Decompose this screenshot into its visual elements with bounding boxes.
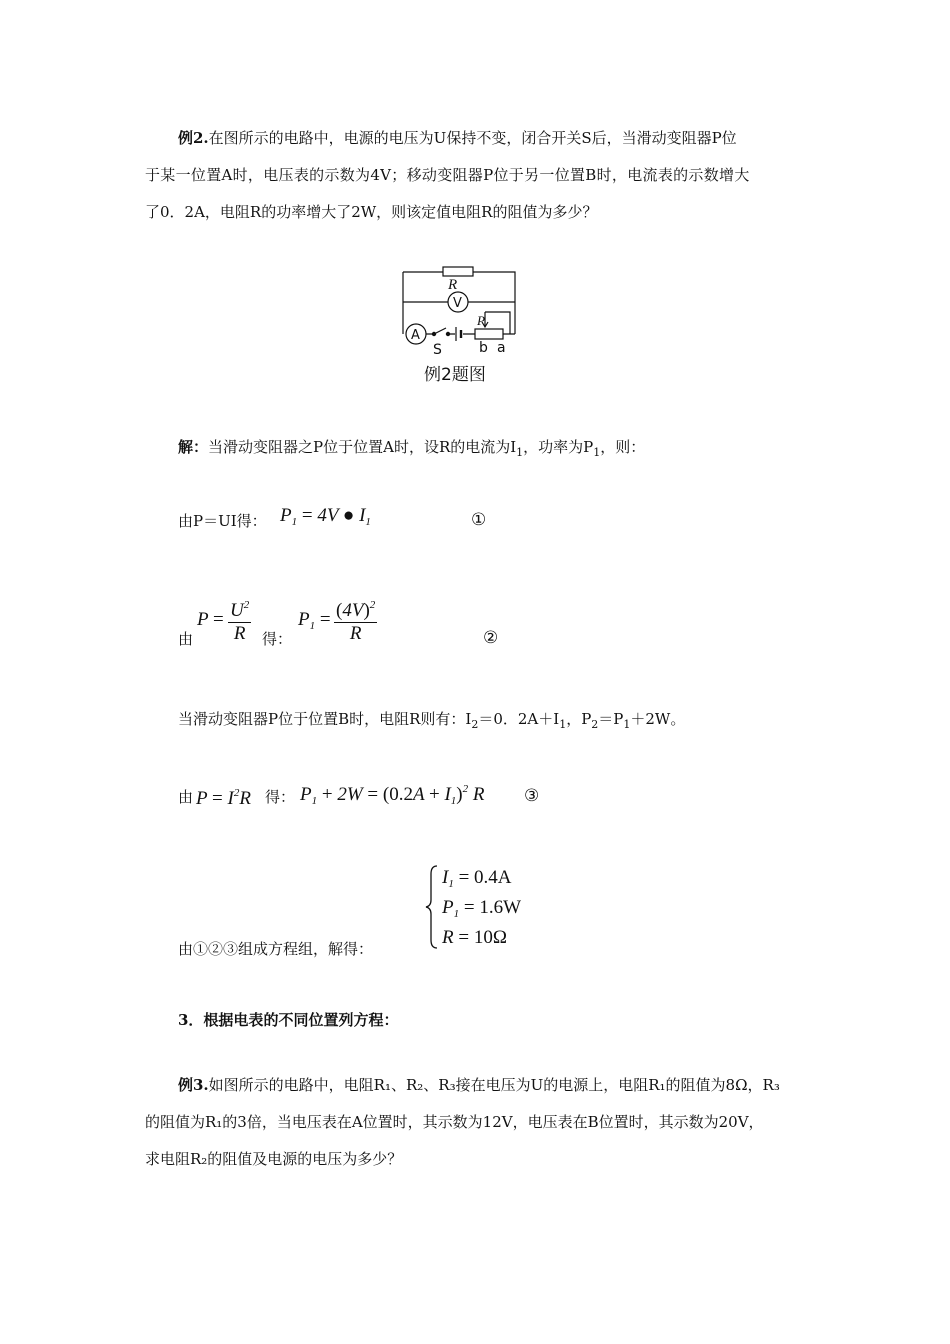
eq2-fraction-2: $\frac{(4V)^2}{R}$ xyxy=(334,594,377,645)
label-a: a xyxy=(497,340,506,356)
system-prefix: 由①②③组成方程组，解得： xyxy=(178,940,374,958)
system-eq-1: $I_1 = 0.4A$ xyxy=(442,867,512,890)
eq3-prefix: 由 xyxy=(178,788,194,806)
label-A: A xyxy=(411,328,420,343)
label-R: R xyxy=(448,277,458,293)
eq3-formula-a: $P = I^2R$ xyxy=(196,787,251,809)
eq2-p-lhs: P = xyxy=(197,609,224,630)
eq3-number: ③ xyxy=(524,786,540,806)
eq2-p1-lhs: $P_1$ = xyxy=(298,609,331,632)
solution-label: 解： xyxy=(178,438,209,456)
label-P: P xyxy=(477,313,485,328)
figure-caption: 例2题图 xyxy=(424,365,486,385)
eq1-prefix: 由P＝UI得： xyxy=(178,512,267,530)
example3-line1: 例3.如图所示的电路中，电阻R₁、R₂、R₃接在电压为U的电源上，电阻R₁的阻值为8Ω，R₃ xyxy=(178,1076,780,1094)
example3-line3: 求电阻R₂的阻值及电源的电压为多少？ xyxy=(145,1150,403,1168)
eq1-formula: $P_1 = 4V$ ● $I_1$ xyxy=(280,505,371,528)
system-brace xyxy=(425,864,439,950)
state-b-line: 当滑动变阻器P位于位置B时，电阻R则有：$I_2=0$．$2A+I_1$，$P_2=P_1+2W$。 xyxy=(178,710,686,731)
solution-intro: 解：当滑动变阻器之P位于位置A时，设R的电流为$I_1$，功率为$P_1$，则： xyxy=(178,438,646,459)
eq2-prefix: 由 xyxy=(178,630,194,648)
label-V: V xyxy=(453,296,462,311)
example2-line2: 于某一位置A时，电压表的示数为4V；移动变阻器P位于另一位置B时，电流表的示数增大 xyxy=(145,166,750,184)
example2-label: 例2. xyxy=(178,129,209,147)
eq2-number: ② xyxy=(483,628,499,648)
eq3-mid: 得： xyxy=(265,788,296,806)
label-S: S xyxy=(433,342,442,358)
example3-label: 例3. xyxy=(178,1076,209,1094)
system-eq-2: $P_1 = 1.6W$ xyxy=(442,897,522,920)
eq2-fraction-1: $\frac{U^2}{R}$ xyxy=(228,594,251,645)
eq2-mid: 得： xyxy=(262,630,293,648)
example3-line2: 的阻值为R₁的3倍，当电压表在A位置时，其示数为12V，电压表在B位置时，其示数为20V， xyxy=(145,1113,764,1131)
label-b: b xyxy=(479,340,488,356)
example2-line3: 了0．2A，电阻R的功率增大了2W，则该定值电阻R的阻值为多少？ xyxy=(145,203,598,221)
example2-line1: 例2.在图所示的电路中，电源的电压为U保持不变，闭合开关S后，当滑动变阻器P位 xyxy=(178,129,737,147)
system-eq-3: R = 10Ω xyxy=(442,927,507,948)
section3-heading: 3．根据电表的不同位置列方程： xyxy=(178,1011,399,1029)
eq1-number: ① xyxy=(471,510,487,530)
eq3-formula-b: $P_1 + 2W = (0.2A + I_1)^2$ R xyxy=(300,783,485,807)
